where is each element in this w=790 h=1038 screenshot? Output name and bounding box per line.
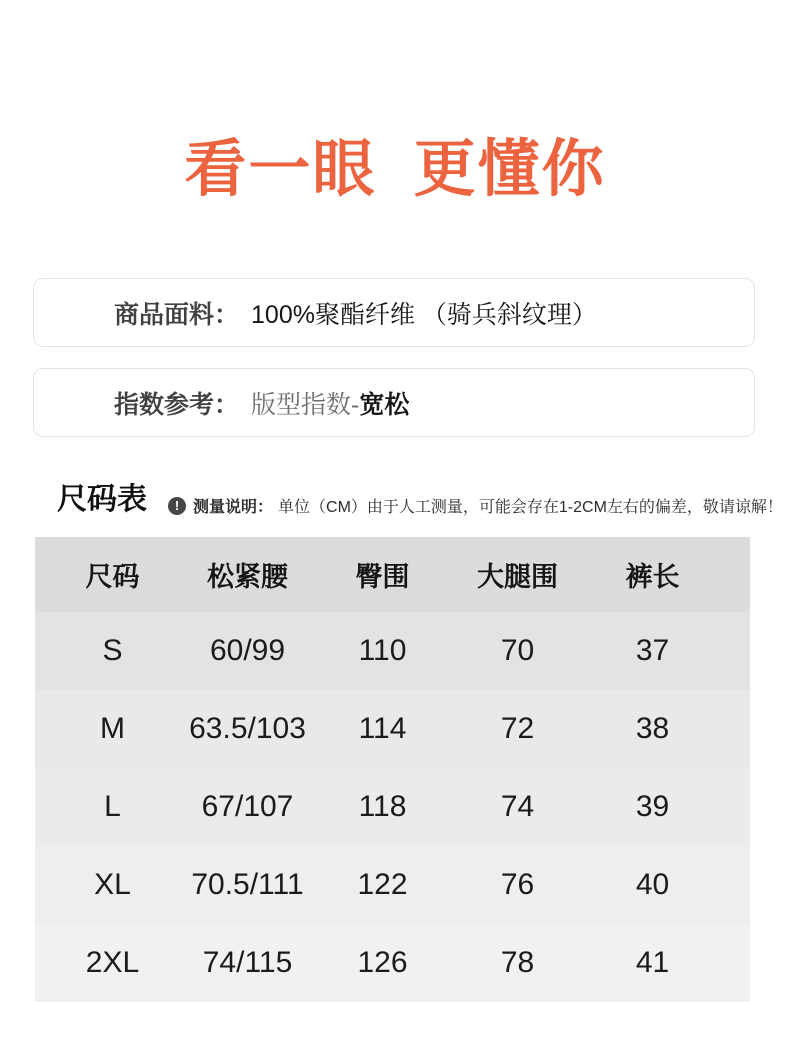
cell-length: 41 — [635, 946, 670, 979]
header-cell-thigh: 大腿围 — [477, 562, 558, 592]
cell-waist: 67/107 — [201, 790, 294, 823]
fabric-label: 商品面料： — [114, 300, 240, 329]
cell-hip: 126 — [357, 946, 408, 979]
fit-index-value-emphasis: 宽松 — [359, 390, 410, 419]
cell-length: 39 — [635, 790, 670, 823]
fabric-value: 100%聚酯纤维 （骑兵斜纹理） — [251, 300, 597, 329]
table-row-2xl — [35, 924, 750, 1002]
cell-waist: 70.5/111 — [191, 868, 304, 901]
header-cell-length: 裤长 — [625, 562, 680, 592]
page-title: 看一眼 更懂你 — [184, 135, 606, 204]
measurement-note — [168, 494, 783, 517]
table-row-xl — [35, 846, 750, 924]
header-cell-size: 尺码 — [85, 562, 140, 592]
fit-index-value-prefix: 版型指数- — [251, 390, 360, 419]
cell-hip: 114 — [358, 712, 407, 745]
exclamation-circle-icon: ! — [168, 497, 186, 515]
cell-thigh: 74 — [500, 790, 535, 823]
cell-size: M — [100, 712, 125, 745]
cell-size: L — [104, 790, 121, 823]
table-row-l — [35, 768, 750, 846]
measurement-note-label: 测量说明： — [193, 499, 274, 516]
fit-index-info-card — [33, 368, 755, 437]
cell-thigh: 72 — [500, 712, 535, 745]
size-table — [35, 537, 750, 1002]
cell-hip: 122 — [357, 868, 408, 901]
cell-thigh: 70 — [500, 634, 535, 667]
cell-size: XL — [94, 868, 131, 901]
cell-size: S — [102, 634, 123, 667]
header-cell-hip: 臀围 — [355, 562, 410, 592]
size-chart-heading: 尺码表 — [57, 483, 147, 516]
cell-thigh: 78 — [500, 946, 535, 979]
cell-thigh: 76 — [500, 868, 535, 901]
cell-length: 40 — [635, 868, 670, 901]
cell-hip: 118 — [358, 790, 407, 823]
cell-size: 2XL — [85, 946, 140, 979]
fabric-info-card — [33, 278, 755, 347]
table-row-s — [35, 612, 750, 690]
header-cell-waist: 松紧腰 — [207, 562, 288, 592]
cell-waist: 60/99 — [209, 634, 286, 667]
cell-waist: 63.5/103 — [189, 712, 306, 745]
cell-waist: 74/115 — [202, 946, 293, 979]
measurement-note-text: 单位（CM）由于人工测量，可能会存在1-2CM左右的偏差，敬请谅解！ — [278, 499, 783, 516]
cell-hip: 110 — [358, 634, 407, 667]
cell-length: 37 — [635, 634, 670, 667]
fit-index-label: 指数参考： — [114, 390, 240, 419]
table-row-m — [35, 690, 750, 768]
cell-length: 38 — [635, 712, 670, 745]
size-table-header-row — [35, 537, 750, 612]
